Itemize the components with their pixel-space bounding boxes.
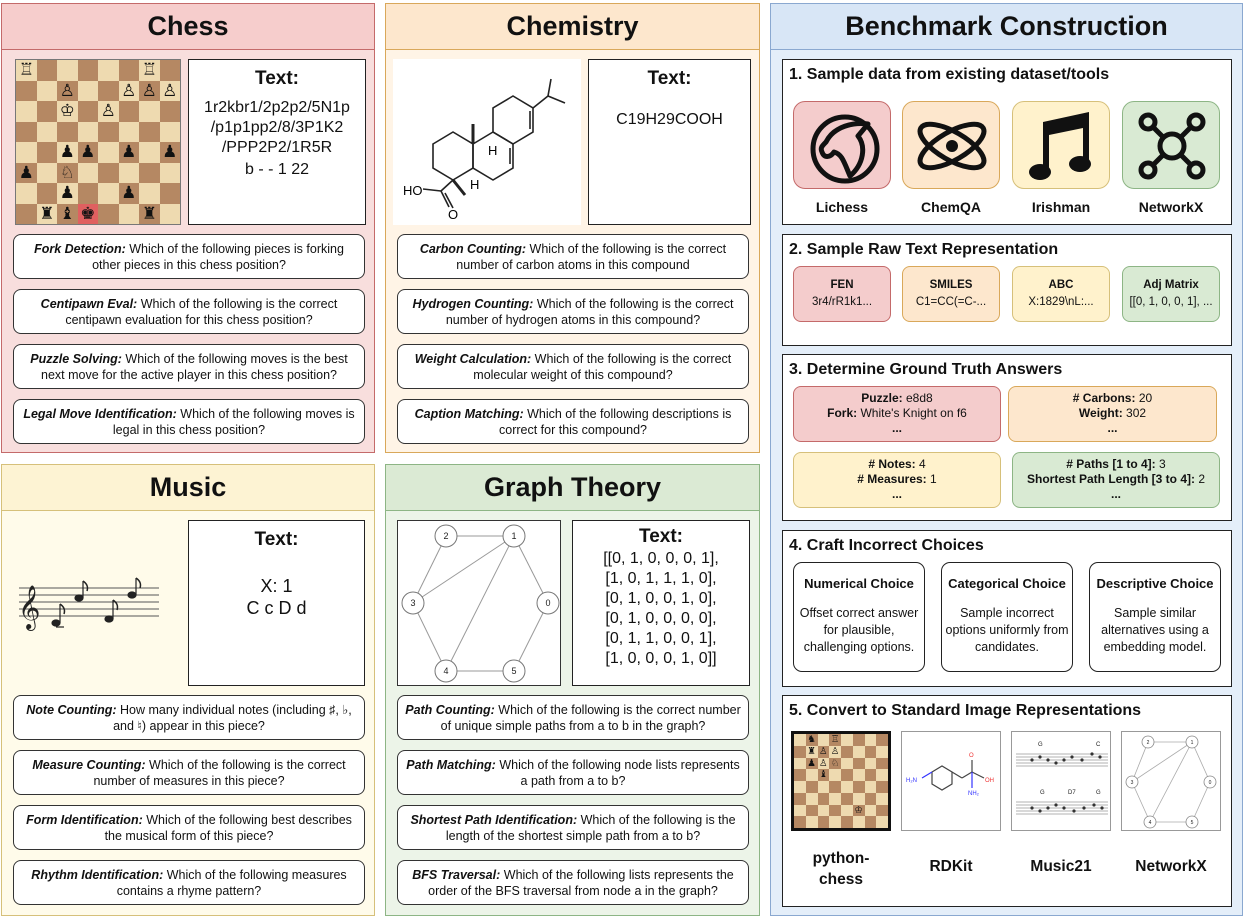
matrix-line: [0, 1, 1, 0, 0, 1], [605, 630, 717, 647]
chemistry-text-title: Text: [647, 68, 692, 89]
fen-line: b - - 1 22 [244, 161, 310, 178]
choice-card: Descriptive Choice Sample similar alternatives using a embedding model. [1089, 562, 1221, 672]
board-square [853, 734, 865, 746]
step-2-section [782, 234, 1232, 346]
board-square [829, 793, 841, 805]
board-square [98, 183, 119, 204]
ground-truth-box: Puzzle: e8d8 Fork: White's Knight on f6 ... [793, 386, 1001, 442]
chess-piece: ♝ [59, 203, 75, 223]
step-title: 5. Convert to Standard Image Representations [789, 702, 1142, 719]
graph-node-label: 2 [443, 531, 449, 541]
thumb-node-label: 1 [1190, 740, 1194, 746]
board-square [853, 769, 865, 781]
thumb-node-label: 5 [1190, 820, 1194, 826]
question-card: Path Counting: Which of the following is the correct number of unique simple paths from a to b in the graph? [397, 695, 749, 740]
source-label: ChemQA [921, 199, 981, 215]
chess-piece: ♙ [141, 80, 157, 100]
chemistry-title: Chemistry [386, 4, 759, 50]
board-square [876, 758, 888, 770]
music-panel [1, 464, 375, 916]
chess-piece: ♟ [80, 142, 96, 161]
chess-piece: ♙ [100, 101, 116, 120]
chess-piece: ♟ [18, 162, 34, 182]
chess-title: Chess [2, 4, 374, 50]
board-square [818, 805, 830, 817]
board-square [818, 816, 830, 828]
source-label: NetworkX [1138, 199, 1204, 215]
chess-piece: ♟ [59, 183, 75, 202]
board-square [98, 81, 119, 102]
fen-line: /PPP2P2/1R5R [221, 139, 333, 156]
graph-node-label: 3 [410, 598, 416, 608]
tool-label: Music21 [1030, 858, 1092, 875]
tool-label: NetworkX [1135, 858, 1207, 875]
board-square [794, 781, 806, 793]
music-title: Music [2, 465, 374, 511]
board-square [794, 769, 806, 781]
benchmark-panel [770, 3, 1243, 916]
chess-piece: ♙ [162, 80, 178, 100]
board-square [806, 816, 818, 828]
board-square [160, 122, 181, 143]
networkx-thumbnail [1121, 731, 1221, 831]
board-square [818, 793, 830, 805]
board-square [794, 805, 806, 817]
knight-icon [794, 102, 892, 190]
chess-piece: ♙ [59, 80, 75, 100]
board-square [160, 60, 181, 81]
board-square [98, 60, 119, 81]
board-square [794, 793, 806, 805]
matrix-line: [0, 1, 0, 0, 1, 0], [605, 590, 717, 607]
question-card: Shortest Path Identification: Which of the following is the length of the shortest simple path from a to b? [397, 805, 749, 850]
chemistry-panel [385, 3, 760, 453]
choice-card: Numerical Choice Offset correct answer for plausible, challenging options. [793, 562, 925, 672]
board-square [16, 142, 37, 163]
board-square [876, 734, 888, 746]
graph-text-box [572, 520, 750, 686]
question-card: Weight Calculation: Which of the following is the correct molecular weight of this compound? [397, 344, 749, 389]
thumb-node-label: 2 [1146, 740, 1150, 746]
chess-piece: ♙ [819, 757, 828, 769]
networkx-tile [1122, 101, 1220, 189]
board-square [16, 183, 37, 204]
step-title: 1. Sample data from existing dataset/tools [789, 66, 1110, 83]
board-square [829, 816, 841, 828]
matrix-line: [0, 1, 0, 0, 0, 0], [605, 610, 717, 627]
python-chess-thumbnail [791, 731, 891, 831]
board-square [37, 101, 58, 122]
board-square [841, 793, 853, 805]
graph-node-label: 5 [511, 666, 517, 676]
fen-line: /p1p1pp2/8/3P1K2 [210, 119, 344, 136]
board-square [876, 805, 888, 817]
board-square [829, 805, 841, 817]
board-square [37, 163, 58, 184]
rep-box: ABC X:1829\nL:... [1012, 266, 1110, 322]
music-note-icon [1013, 102, 1111, 190]
graph-node-label: 4 [443, 666, 449, 676]
board-square [794, 758, 806, 770]
source-label: Irishman [1031, 199, 1091, 215]
board-square [16, 101, 37, 122]
board-square [160, 163, 181, 184]
thumb-label: O [969, 753, 974, 759]
chess-piece: ♞ [807, 734, 816, 745]
chess-piece: ♙ [830, 745, 840, 757]
board-square [78, 60, 99, 81]
board-square [78, 183, 99, 204]
graph-title: Graph Theory [386, 465, 759, 511]
ground-truth-box: # Carbons: 20 Weight: 302 ... [1008, 386, 1217, 442]
board-square [806, 793, 818, 805]
board-square [119, 101, 140, 122]
step-1-section [782, 59, 1232, 225]
question-card: Measure Counting: Which of the following is the correct number of measures in this piece? [13, 750, 365, 795]
question-card: Form Identification: Which of the following best describes the musical form of this piece? [13, 805, 365, 850]
irishman-tile [1012, 101, 1110, 189]
board-square [139, 183, 160, 204]
chess-piece: ♖ [830, 734, 840, 745]
board-square [865, 805, 877, 817]
board-square [37, 81, 58, 102]
board-square [841, 758, 853, 770]
thumb-label: G [1038, 742, 1043, 748]
ground-truth-box: # Notes: 4 # Measures: 1 ... [793, 452, 1001, 508]
board-square [160, 183, 181, 204]
step-5-section [782, 695, 1232, 907]
thumb-label: D7 [1068, 790, 1076, 796]
question-card: Rhythm Identification: Which of the following measures contains a rhyme pattern? [13, 860, 365, 905]
board-square [806, 805, 818, 817]
board-square [841, 805, 853, 817]
question-card: BFS Traversal: Which of the following lists represents the order of the BFS traversal from node a in the graph? [397, 860, 749, 905]
board-square [37, 142, 58, 163]
graph-text-title: Text: [639, 526, 683, 547]
thumb-node-label: 4 [1148, 820, 1152, 826]
lichess-tile [793, 101, 891, 189]
chess-board [15, 59, 181, 225]
question-card: Centipawn Eval: Which of the following is the correct centipawn evaluation for this chess position? [13, 289, 365, 334]
ground-truth-box: # Paths [1 to 4]: 3 Shortest Path Length [3 to 4]: 2 ... [1012, 452, 1220, 508]
mol-label-h: H [488, 143, 498, 158]
board-square [139, 101, 160, 122]
matrix-line: [1, 0, 0, 0, 1, 0]] [605, 650, 717, 667]
chess-piece: ♔ [59, 101, 75, 120]
step-title: 4. Craft Incorrect Choices [789, 537, 984, 554]
board-square [78, 122, 99, 143]
step-3-section [782, 354, 1232, 521]
board-square [853, 781, 865, 793]
chess-piece: ♟ [121, 183, 137, 202]
chemqa-tile [902, 101, 1000, 189]
mol-label-ho: HO [403, 183, 423, 198]
music-text-box [188, 520, 365, 686]
step-title: 3. Determine Ground Truth Answers [789, 361, 1063, 378]
board-square [841, 769, 853, 781]
chess-piece: ♚ [78, 204, 99, 225]
chemistry-formula: C19H29COOH [616, 111, 723, 128]
board-square [853, 793, 865, 805]
board-square [841, 816, 853, 828]
board-square [853, 816, 865, 828]
thumb-label: OH [985, 778, 994, 784]
board-square [841, 781, 853, 793]
board-square [98, 204, 119, 225]
chess-piece: ♙ [121, 80, 137, 100]
step-4-section [782, 530, 1232, 687]
board-square [119, 204, 140, 225]
board-square [876, 781, 888, 793]
board-square [37, 183, 58, 204]
thumb-label: H₂N [906, 778, 917, 784]
board-square [829, 769, 841, 781]
board-square [794, 734, 806, 746]
board-square [98, 142, 119, 163]
board-square [865, 769, 877, 781]
thumb-label: NH₂ [968, 791, 979, 797]
mol-label-o: O [448, 207, 459, 222]
abc-line: X: 1 [260, 576, 293, 596]
board-square [98, 163, 119, 184]
network-icon [1123, 102, 1221, 190]
choice-card: Categorical Choice Sample incorrect options uniformly from candidates. [941, 562, 1073, 672]
chess-piece: ♜ [39, 203, 55, 223]
matrix-line: [[0, 1, 0, 0, 0, 1], [603, 550, 719, 567]
board-square [160, 204, 181, 225]
board-square [865, 734, 877, 746]
chess-piece: ♟ [121, 142, 137, 161]
board-square [119, 163, 140, 184]
svg-text:𝄞: 𝄞 [18, 585, 41, 629]
chess-text-title: Text: [255, 68, 299, 89]
source-label: Lichess [815, 199, 869, 215]
chess-piece: ♟ [807, 757, 816, 769]
tool-label: RDKit [929, 858, 973, 875]
graph-node-label: 1 [511, 531, 517, 541]
question-card: Hydrogen Counting: Which of the following is the correct number of hydrogen atoms in this compound? [397, 289, 749, 334]
question-card: Note Counting: How many individual notes (including ♯, ♭, and ♮) appear in this piece? [13, 695, 365, 740]
chess-piece: ♘ [830, 757, 840, 769]
board-square [876, 769, 888, 781]
board-square [794, 816, 806, 828]
board-square [139, 122, 160, 143]
board-square [57, 122, 78, 143]
music-staff [14, 573, 164, 633]
question-card: Fork Detection: Which of the following pieces is forking other pieces in this chess position? [13, 234, 365, 279]
question-card: Carbon Counting: Which of the following is the correct number of carbon atoms in this compound [397, 234, 749, 279]
thumb-label: G [1040, 790, 1045, 796]
board-square [57, 60, 78, 81]
board-square [876, 816, 888, 828]
music-text-title: Text: [254, 529, 299, 550]
chess-panel [1, 3, 375, 453]
board-square [806, 781, 818, 793]
rdkit-thumbnail [901, 731, 1001, 831]
board-square [160, 101, 181, 122]
graph-image [397, 520, 561, 686]
board-square [794, 746, 806, 758]
matrix-line: [1, 0, 1, 1, 1, 0], [605, 570, 717, 587]
benchmark-title: Benchmark Construction [771, 4, 1242, 50]
board-square [78, 101, 99, 122]
board-square [119, 60, 140, 81]
board-square [876, 793, 888, 805]
board-square [78, 163, 99, 184]
board-square [139, 142, 160, 163]
thumb-label: C [1096, 742, 1101, 748]
board-square [98, 122, 119, 143]
chess-piece: ♖ [18, 60, 34, 79]
board-square [865, 781, 877, 793]
board-square [865, 793, 877, 805]
board-square [78, 81, 99, 102]
question-card: Path Matching: Which of the following node lists represents a path from a to b? [397, 750, 749, 795]
graph-panel [385, 464, 760, 916]
board-square [37, 122, 58, 143]
graph-node-label: 0 [545, 598, 551, 608]
chemistry-text-box [588, 59, 751, 225]
chess-piece: ♘ [59, 162, 75, 182]
thumb-label: G [1096, 790, 1101, 796]
chess-piece: ♟ [59, 142, 75, 161]
chess-piece: ♜ [141, 203, 157, 223]
thumb-node-label: 0 [1208, 780, 1212, 786]
chess-piece: ♝ [819, 769, 828, 781]
board-square [865, 816, 877, 828]
board-square [37, 60, 58, 81]
board-square [841, 746, 853, 758]
chess-piece: ♖ [141, 60, 157, 79]
abc-line: C c D d [246, 598, 307, 618]
board-square [829, 781, 841, 793]
fen-line: 1r2kbr1/2p2p2/5N1p [204, 99, 350, 116]
chess-piece: ♔ [854, 804, 863, 816]
board-square [16, 81, 37, 102]
question-card: Caption Matching: Which of the following descriptions is correct for this compound? [397, 399, 749, 444]
board-square [818, 781, 830, 793]
board-square [853, 746, 865, 758]
board-square [16, 122, 37, 143]
board-square [119, 122, 140, 143]
chess-piece: ♙ [819, 745, 828, 757]
board-square [865, 758, 877, 770]
step-title: 2. Sample Raw Text Representation [789, 241, 1059, 258]
rep-box: SMILES C1=CC(=C-... [902, 266, 1000, 322]
board-square [139, 163, 160, 184]
chess-piece: ♟ [162, 142, 178, 161]
atom-icon [903, 102, 1001, 190]
question-card: Puzzle Solving: Which of the following moves is the best next move for the active player in this chess position? [13, 344, 365, 389]
board-square [16, 204, 37, 225]
chess-text-box [188, 59, 366, 225]
board-square [818, 734, 830, 746]
mol-label-h: H [470, 177, 480, 192]
question-card: Legal Move Identification: Which of the following moves is legal in this chess position? [13, 399, 365, 444]
board-square [876, 746, 888, 758]
board-square [865, 746, 877, 758]
rep-box: Adj Matrix [[0, 1, 0, 0, 1], ... [1122, 266, 1220, 322]
chess-piece: ♜ [807, 745, 816, 757]
board-square [853, 758, 865, 770]
rep-box: FEN 3r4/rR1k1... [793, 266, 891, 322]
molecule-image [393, 59, 581, 225]
music21-thumbnail [1011, 731, 1111, 831]
board-square [841, 734, 853, 746]
board-square [806, 769, 818, 781]
thumb-node-label: 3 [1130, 780, 1134, 786]
tool-label: python-chess [812, 850, 870, 888]
